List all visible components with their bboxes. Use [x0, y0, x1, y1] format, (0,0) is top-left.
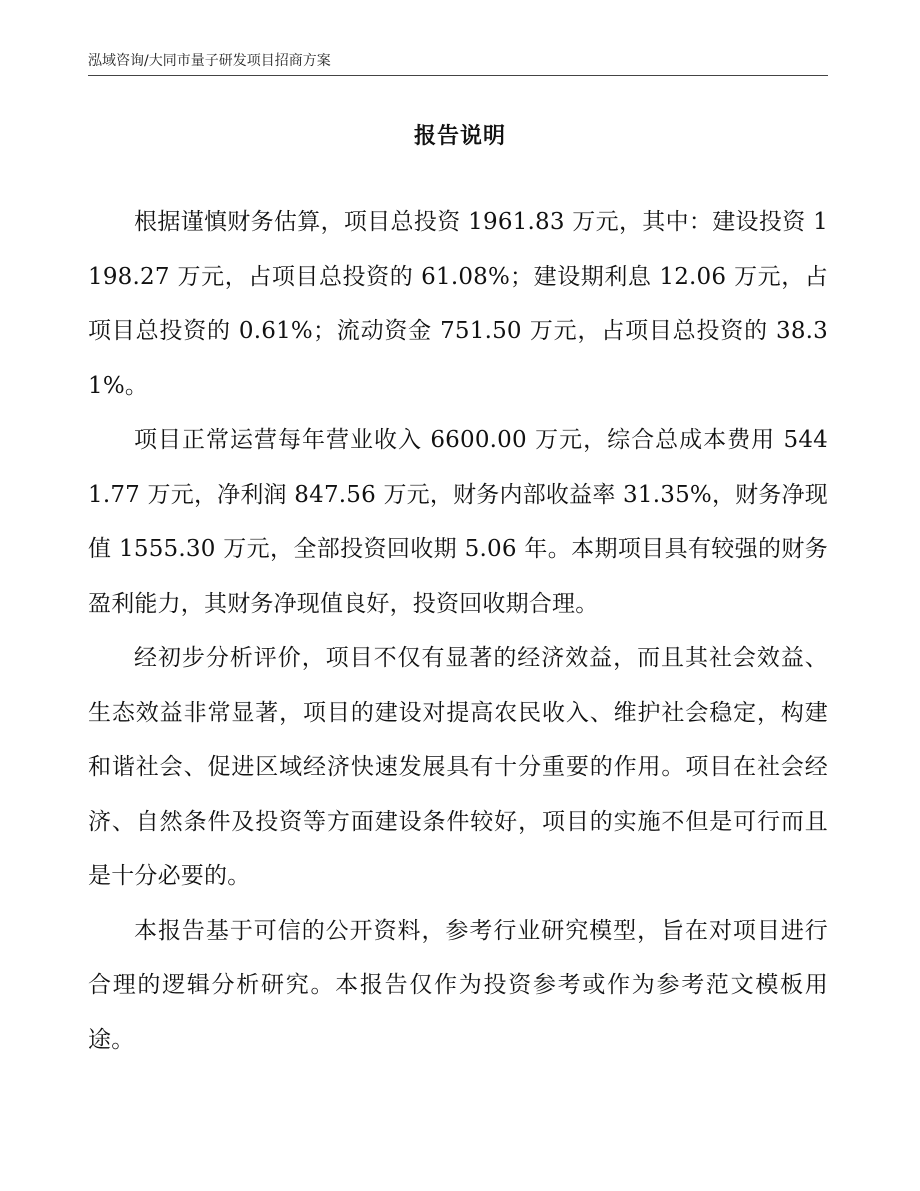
- paragraph-investment: 根据谨慎财务估算，项目总投资 1961.83 万元，其中：建设投资 1198.27 万元，占项目总投资的 61.08%；建设期利息 12.06 万元，占项目总投资的 0.61%；流动资金 751.50 万元，占项目总投资的 38.31%。: [88, 209, 828, 399]
- paragraph-financials: 项目正常运营每年营业收入 6600.00 万元，综合总成本费用 5441.77 万元，净利润 847.56 万元，财务内部收益率 31.35%，财务净现值 1555.30 万元，全部投资回收期 5.06 年。本期项目具有较强的财务盈利能力，其财务净现值良好，投资回收期合理。: [88, 427, 828, 617]
- running-header: 泓域咨询/大同市量子研发项目招商方案: [88, 53, 331, 69]
- header-divider: [88, 75, 828, 76]
- paragraph-evaluation: 经初步分析评价，项目不仅有显著的经济效益，而且其社会效益、生态效益非常显著，项目的建设对提高农民收入、维护社会稳定，构建和谐社会、促进区域经济快速发展具有十分重要的作用。项目在社会经济、自然条件及投资等方面建设条件较好，项目的实施不但是可行而且是十分必要的。: [88, 645, 828, 889]
- report-body: [88, 195, 828, 1067]
- page-title: 报告说明: [413, 124, 506, 149]
- paragraph-disclaimer: 本报告基于可信的公开资料，参考行业研究模型，旨在对项目进行合理的逻辑分析研究。本报告仅作为投资参考或作为参考范文模板用途。: [88, 917, 828, 1053]
